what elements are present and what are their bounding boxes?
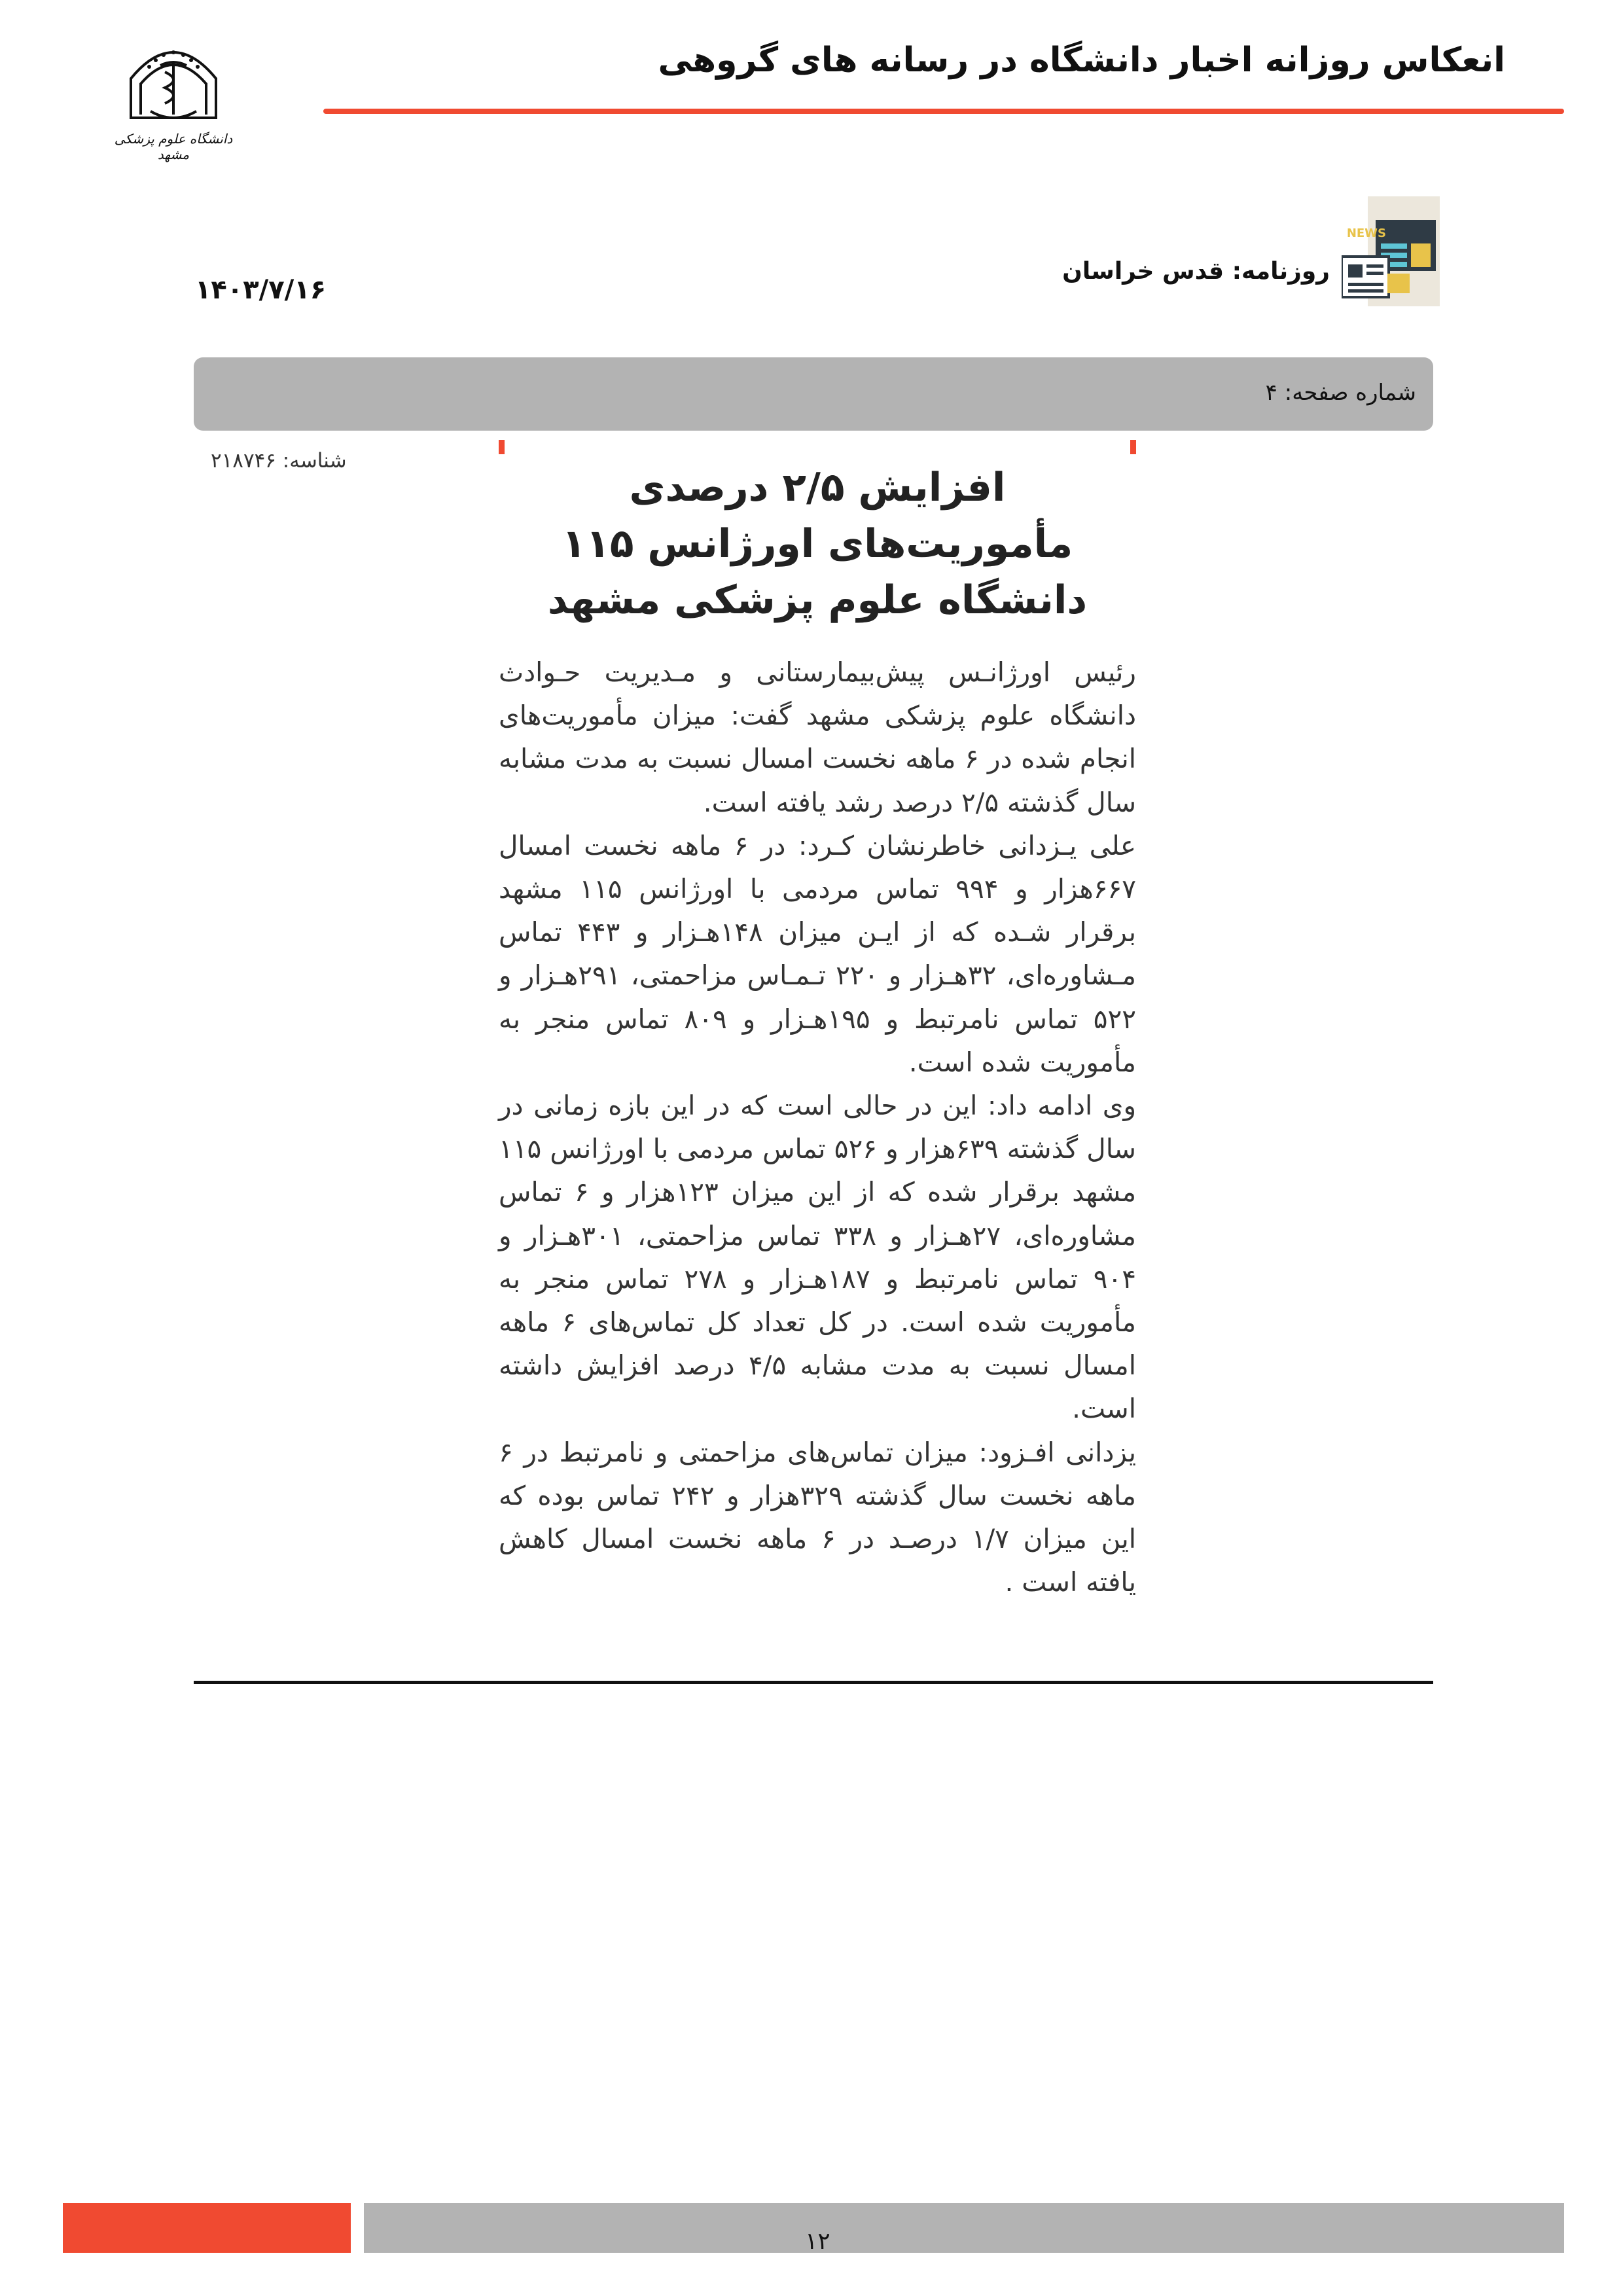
page-number-label: شماره صفحه: ۴ — [1265, 380, 1416, 406]
publish-date: ۱۴۰۳/۷/۱۶ — [195, 275, 327, 305]
article-paragraph: علی یـزدانی خاطرنشان کـرد: در ۶ ماهه نخست امسال ۶۶۷هزار و ۹۹۴ تماس مردمی با اورژانس ۱۱۵ مشهد برقرار شـده که از ایـن میزان ۱۴۸هـزار و ۴۴۳ تماس مـشاوره‌ای، ۳۲هـزار و ۲۲۰ تـمـاس مزاحمتی، ۲۹۱هـزار و ۵۲۲ تماس نامرتبط و ۱۹۵هـزار و ۸۰۹ تماس منجر به مأموریت شده است. — [499, 829, 1137, 1078]
logo-caption: دانشگاه علوم پزشکی مشهد — [114, 131, 233, 162]
footer-bar — [364, 2203, 1564, 2253]
newspaper-icon — [1342, 196, 1440, 306]
article-paragraph: یزدانی افـزود: میزان تماس‌های مزاحمتی و نامرتبط در ۶ ماهه نخست سال گذشته ۳۲۹هزار و ۲۴۲ تماس بوده که این میزان ۱/۷ درصـد در ۶ ماهه نخست امسال کاهش یافته است . — [499, 1436, 1136, 1598]
page-info-bar — [194, 357, 1433, 431]
article-body — [499, 651, 1136, 1604]
document-id: شناسه: ۲۱۸۷۴۶ — [211, 449, 347, 473]
news-clipping — [499, 440, 1136, 1618]
news-icon-label: NEWS — [1346, 226, 1386, 240]
university-logo — [105, 33, 242, 164]
footer-accent-bar — [63, 2203, 351, 2253]
article-paragraph: رئیس اورژانـس پیش‌بیمارستانی و مـدیریت حـوادث دانشگاه علوم پزشکی مشهد گفت: میزان مأموریت‌های انجام شده در ۶ ماهه نخست امسال نسبت به مدت مشابه سال گذشته ۲/۵ درصد رشد یافته است. — [499, 656, 1136, 818]
article-paragraph: وی ادامه داد: این در حالی است که در این بازه زمانی در سال گذشته ۶۳۹هزار و ۵۲۶ تماس مردمی با اورژانس ۱۱۵ مشهد برقرار شده که از این میزان ۱۲۳هزار و ۶ تماس مشاوره‌ای، ۲۷هـزار و ۳۳۸ تماس مزاحمتی، ۳۰۱هـزار و ۹۰۴ تماس نامرتبط و ۱۸۷هـزار و ۲۷۸ تماس منجر به مأموریت شده است. در کل تعداد کل تماس‌های ۶ ماهه امسال نسبت به مدت مشابه ۴/۵ درصد افزایش داشته است. — [499, 1090, 1137, 1425]
newspaper-name: روزنامه: قدس خراسان — [1062, 258, 1330, 285]
header-divider — [323, 109, 1564, 114]
crop-marker-left — [499, 440, 505, 454]
crop-marker-right — [1130, 440, 1136, 454]
headline-line: افزایش ۲/۵ درصدی — [629, 465, 1006, 511]
report-title: انعکاس روزانه اخبار دانشگاه در رسانه های گروهی — [658, 41, 1505, 80]
footer-page-number: ۱۲ — [805, 2228, 830, 2255]
article-headline — [499, 459, 1136, 628]
headline-line: مأموریت‌های اورژانس ۱۱۵ — [562, 521, 1073, 567]
headline-line: دانشگاه علوم پزشکی مشهد — [547, 577, 1088, 623]
section-divider — [194, 1681, 1433, 1684]
